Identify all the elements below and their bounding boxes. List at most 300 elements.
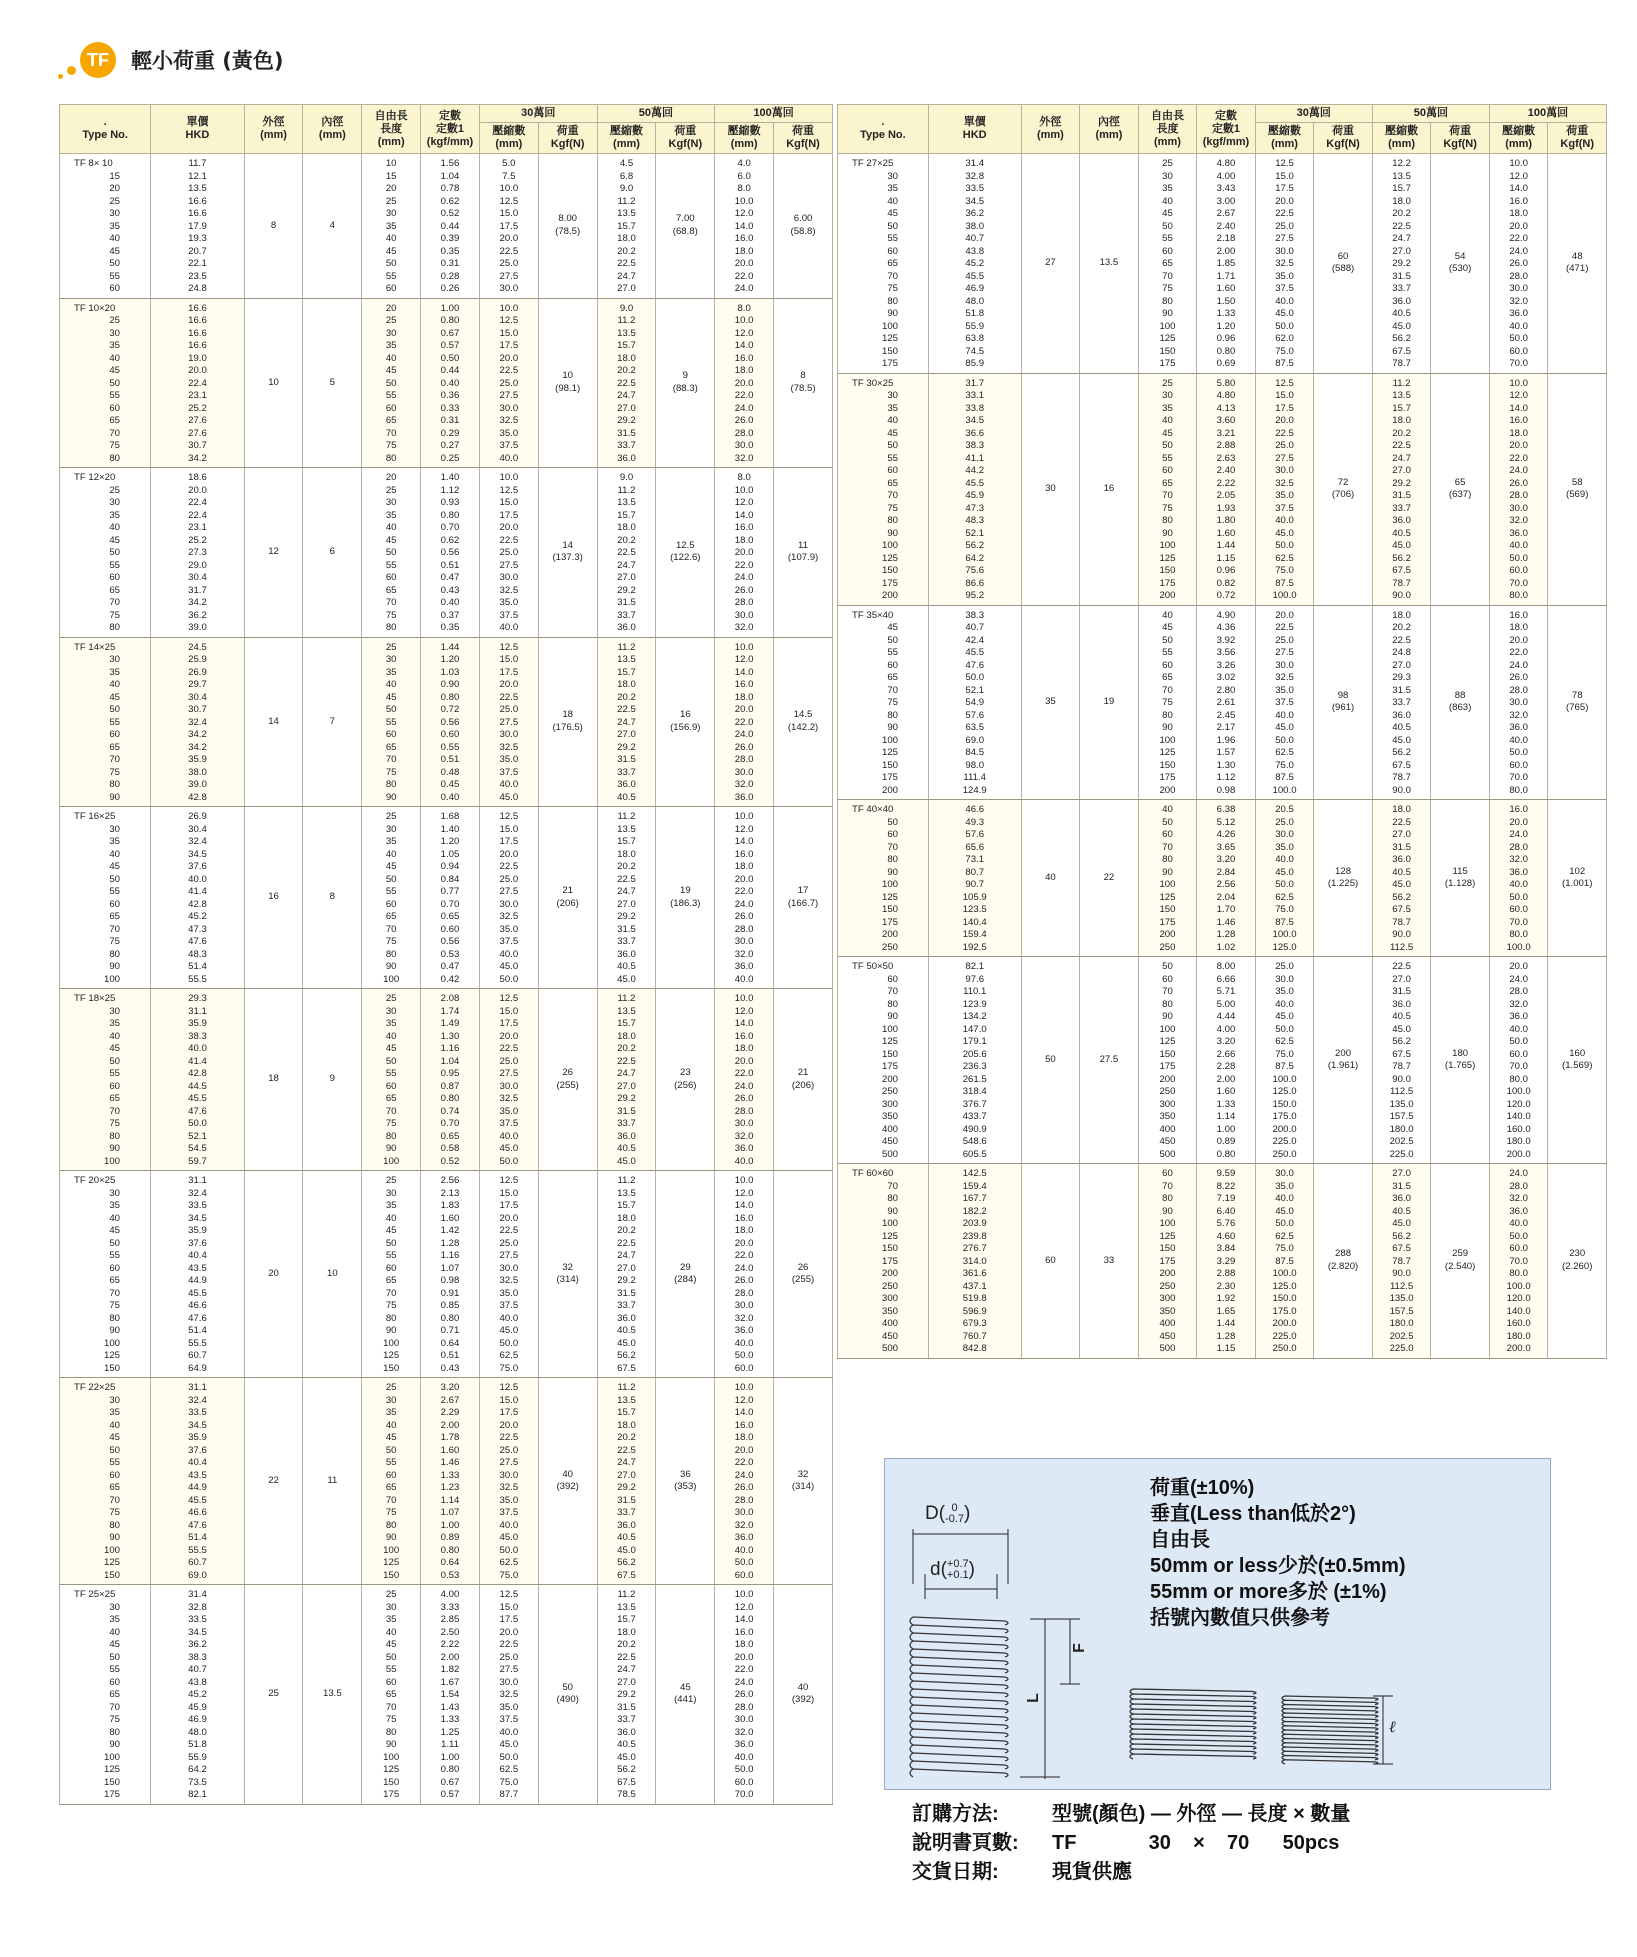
deflection-100: 28.0 (1509, 270, 1528, 282)
col-free-length (1138, 105, 1197, 154)
deflection-100: 60.0 (1509, 565, 1528, 576)
price: 205.6 (962, 1048, 987, 1060)
free-length-option: 80 (887, 515, 898, 526)
spring-constant-cell (421, 298, 480, 468)
spring-constant: 1.14 (1216, 1111, 1236, 1122)
deflection-100: 20.0 (734, 547, 754, 558)
spring-constant: 3.56 (1216, 647, 1236, 658)
deflection-30: 25.0 (499, 258, 519, 269)
spring-constant: 2.40 (1216, 220, 1236, 232)
load-30-cell (538, 807, 597, 989)
deflection-30: 15.0 (499, 208, 519, 219)
deflection-50-cell (1372, 957, 1431, 1164)
free-length: 90 (1162, 308, 1173, 319)
header-line: 荷重 (1449, 125, 1472, 137)
deflection-100: 12.0 (734, 1601, 754, 1613)
deflection-100: 8.0 (737, 302, 751, 314)
free-length: 80 (385, 1312, 397, 1324)
free-length-option: 50 (887, 440, 898, 451)
spring-constant: 1.44 (1216, 1318, 1236, 1329)
spring-constant: 1.93 (1216, 502, 1236, 514)
free-length-option: 150 (881, 1243, 898, 1254)
load-100: (78.5) (790, 382, 816, 394)
cycle-header: 100萬回 (715, 105, 833, 123)
free-length: 10 (385, 158, 397, 169)
free-length: 25 (1162, 377, 1173, 389)
price: 33.5 (965, 183, 985, 194)
price: 57.6 (965, 709, 985, 721)
deflection-100-cell (1489, 605, 1548, 800)
spring-constant: 1.71 (1216, 270, 1236, 282)
free-length: 125 (383, 1350, 400, 1361)
load-100: (471) (1566, 263, 1589, 275)
load-30: 50 (562, 1681, 573, 1693)
type-no: TF 12×20 (74, 472, 116, 483)
cycle-header: 100萬回 (1489, 105, 1606, 123)
free-length: 125 (1159, 333, 1176, 344)
free-length: 100 (383, 1751, 400, 1763)
spring-constant: 0.62 (440, 195, 460, 207)
free-length: 125 (1159, 747, 1176, 758)
spring-constant: 1.15 (1216, 1343, 1236, 1354)
deflection-100: 20.0 (734, 1237, 754, 1249)
deflection-50: 36.0 (1392, 515, 1411, 526)
free-length: 60 (385, 402, 397, 414)
price: 49.3 (965, 816, 985, 828)
hkd-label: HKD (962, 129, 987, 141)
deflection-100-cell (715, 154, 774, 299)
deflection-100: 60.0 (1509, 1243, 1528, 1254)
logo-dot-medium (67, 66, 76, 75)
free-length: 175 (1159, 1255, 1176, 1267)
spring-coil-compressed (1130, 1694, 1256, 1699)
free-length: 25 (385, 195, 397, 207)
deflection-30: 20.0 (1275, 415, 1294, 426)
load-50: 19 (679, 885, 691, 896)
type-no: TF 16×25 (74, 811, 116, 822)
free-length: 75 (385, 1507, 397, 1518)
deflection-100: 12.0 (734, 327, 754, 339)
deflection-100: 30.0 (734, 609, 754, 621)
deflection-30: 7.5 (502, 170, 516, 182)
free-length-option: 45 (887, 208, 898, 219)
inner-diameter-cell (303, 298, 362, 468)
free-length-option: 50 (109, 1237, 120, 1249)
outer-diameter: 35 (1045, 696, 1056, 707)
deflection-30: 27.5 (1275, 452, 1294, 464)
header-line: 荷重 (556, 125, 579, 137)
deflection-50: 18.0 (617, 848, 636, 860)
deflection-30: 100.0 (1272, 1073, 1297, 1085)
deflection-30: 32.5 (499, 1689, 519, 1700)
deflection-50: 36.0 (1392, 1193, 1411, 1204)
price: 142.5 (962, 1168, 987, 1179)
price: 27.6 (188, 427, 207, 439)
spring-coil-solid (1282, 1760, 1378, 1764)
free-length-option: 80 (887, 709, 898, 721)
free-length: 150 (383, 1569, 400, 1581)
deflection-30: 50.0 (499, 973, 519, 985)
deflection-30: 40.0 (1275, 295, 1294, 307)
deflection-30: 225.0 (1272, 1136, 1297, 1147)
deflection-50: 40.5 (617, 1325, 636, 1336)
spring-constant: 2.61 (1216, 697, 1236, 708)
deflection-30: 25.0 (1275, 961, 1294, 972)
free-length: 45 (385, 365, 397, 376)
price: 38.3 (188, 1030, 207, 1042)
deflection-50: 22.5 (617, 1651, 636, 1663)
price-cell (151, 468, 244, 638)
deflection-100-cell (715, 1378, 774, 1585)
deflection-30: 22.5 (499, 365, 519, 376)
spring-constant-cell (421, 154, 480, 299)
free-length-option: 90 (887, 1205, 898, 1217)
inner-diameter-cell (1080, 1164, 1139, 1359)
deflection-100: 22.0 (734, 390, 754, 401)
free-length-option: 75 (109, 1714, 120, 1725)
free-length-option: 70 (109, 597, 120, 608)
spring-constant: 0.78 (440, 183, 460, 194)
deflection-30: 17.5 (499, 509, 519, 521)
free-length-option: 175 (881, 577, 898, 589)
free-length-option: 80 (887, 854, 898, 865)
deflection-100: 28.0 (734, 1701, 754, 1713)
spring-group-row (60, 298, 833, 468)
free-length: 25 (385, 811, 397, 822)
deflection-30: 37.5 (1275, 502, 1294, 514)
deflection-100: 18.0 (734, 1639, 754, 1650)
deflection-30: 20.0 (499, 352, 519, 364)
deflection-100: 36.0 (734, 1143, 754, 1154)
deflection-30: 40.0 (499, 1519, 519, 1531)
spring-constant: 2.28 (1216, 1061, 1236, 1072)
price: 239.8 (962, 1230, 987, 1242)
deflection-100: 18.0 (734, 534, 754, 546)
deflection-30: 35.0 (1275, 490, 1294, 501)
price: 82.1 (965, 961, 985, 972)
price: 40.4 (188, 1457, 207, 1468)
deflection-50: 36.0 (617, 779, 636, 790)
price: 27.6 (188, 415, 207, 426)
free-length-option: 45 (109, 534, 120, 546)
deflection-30: 25.0 (1275, 816, 1294, 828)
spring-coil-solid (1282, 1739, 1378, 1743)
deflection-100: 20.0 (734, 258, 754, 269)
price: 42.8 (188, 898, 207, 910)
deflection-30: 30.0 (1275, 465, 1294, 476)
note-line: 垂直(Less than低於2°) (1150, 1503, 1356, 1525)
price: 203.9 (962, 1218, 987, 1229)
deflection-100: 100.0 (1506, 941, 1531, 953)
deflection-30: 225.0 (1272, 1330, 1297, 1342)
deflection-50: 15.7 (617, 836, 636, 847)
price: 69.0 (965, 734, 985, 746)
type-no: TF 35×40 (852, 609, 894, 621)
deflection-30: 17.5 (499, 666, 519, 678)
type-no: TF 20×25 (74, 1175, 116, 1186)
deflection-100: 24.0 (734, 283, 754, 294)
spring-constant: 1.28 (1216, 929, 1236, 940)
price: 490.9 (962, 1123, 987, 1135)
spring-constant-cell (1197, 1164, 1256, 1359)
spring-constant: 0.80 (440, 1764, 460, 1775)
free-length-option: 90 (887, 1011, 898, 1022)
deflection-100-cell (1489, 957, 1548, 1164)
spring-coil-solid (1282, 1709, 1378, 1713)
free-length: 200 (1159, 1268, 1176, 1279)
free-length-option: 45 (109, 1043, 120, 1054)
deflection-100: 14.0 (734, 220, 754, 232)
deflection-100: 24.0 (734, 1676, 754, 1688)
deflection-30: 27.5 (499, 390, 519, 401)
deflection-30: 20.0 (499, 522, 519, 533)
deflection-50-cell (597, 637, 656, 807)
deflection-50: 31.5 (617, 1494, 636, 1506)
price: 437.1 (962, 1280, 987, 1292)
deflection-30: 22.5 (499, 691, 519, 703)
deflection-100: 24.0 (1509, 829, 1528, 840)
deflection-30: 22.5 (1275, 622, 1294, 633)
price: 34.5 (188, 848, 207, 860)
spring-constant: 9.59 (1216, 1168, 1236, 1179)
deflection-50: 24.7 (617, 559, 636, 571)
free-length: 60 (1162, 973, 1173, 985)
inner-diameter-cell (1080, 957, 1139, 1164)
spring-constant: 3.00 (1216, 195, 1236, 207)
deflection-100: 20.0 (734, 1651, 754, 1663)
free-length-option: 90 (109, 1532, 120, 1543)
load-30: 21 (562, 885, 573, 896)
deflection-30: 35.0 (499, 923, 519, 935)
deflection-50: 24.8 (1392, 647, 1411, 658)
deflection-100: 50.0 (734, 1557, 754, 1568)
deflection-30: 25.0 (499, 873, 519, 885)
price: 30.7 (188, 440, 207, 451)
free-length-option: 100 (881, 320, 898, 332)
spring-constant: 1.20 (1216, 320, 1236, 332)
deflection-30: 50.0 (499, 1544, 519, 1556)
spring-constant: 4.36 (1216, 622, 1236, 633)
load-50: 45 (679, 1681, 691, 1693)
deflection-30-cell (1255, 605, 1314, 800)
free-length-option: 60 (887, 829, 898, 840)
deflection-100: 22.0 (734, 270, 754, 282)
free-length: 60 (1162, 659, 1173, 671)
deflection-50: 45.0 (617, 1544, 636, 1556)
deflection-50: 67.5 (1392, 904, 1411, 915)
free-length: 45 (385, 1043, 397, 1054)
spring-coil-solid (1282, 1700, 1378, 1704)
deflection-50: 22.5 (617, 258, 636, 269)
load-30-cell (1314, 605, 1373, 800)
deflection-30: 100.0 (1272, 929, 1297, 940)
spring-constant: 2.88 (1216, 1268, 1236, 1279)
inner-diameter-cell (303, 1585, 362, 1805)
deflection-30: 22.5 (1275, 427, 1294, 439)
mm-label: (mm) (260, 129, 287, 141)
mm-label: (mm) (1154, 135, 1181, 148)
free-length: 100 (1159, 1218, 1176, 1229)
load-50: 54 (1454, 250, 1466, 262)
free-length: 60 (1162, 1168, 1173, 1179)
deflection-100: 24.0 (1509, 659, 1528, 671)
price: 44.9 (188, 1275, 207, 1286)
load-30: 128 (1335, 865, 1352, 877)
deflection-100: 16.0 (734, 352, 754, 364)
deflection-30: 22.5 (499, 245, 519, 257)
free-length-option: 80 (109, 1726, 120, 1738)
deflection-30: 75.0 (1275, 565, 1294, 576)
spring-constant: 1.80 (1216, 515, 1236, 526)
deflection-100: 26.0 (734, 1689, 754, 1700)
load-100: 230 (1569, 1248, 1586, 1260)
deflection-50: 15.7 (617, 340, 636, 351)
free-length: 65 (385, 584, 397, 596)
deflection-30: 62.0 (1275, 333, 1294, 344)
price: 55.5 (188, 1337, 207, 1349)
deflection-50: 11.2 (617, 993, 636, 1004)
price-cell (928, 373, 1021, 605)
free-length-option: 100 (881, 1023, 898, 1035)
price: 36.2 (965, 208, 985, 219)
spring-group-row (838, 154, 1607, 374)
spring-coil-solid (1282, 1734, 1378, 1738)
deflection-100: 28.0 (734, 754, 754, 765)
deflection-100: 36.0 (1509, 308, 1528, 319)
deflection-header (479, 123, 538, 154)
spring-constant: 0.40 (440, 597, 460, 608)
deflection-50: 22.5 (617, 1237, 636, 1249)
deflection-100: 16.0 (1509, 195, 1528, 207)
spring-constant: 0.82 (1216, 577, 1236, 589)
spring-constant: 0.98 (440, 1275, 460, 1286)
price: 519.8 (962, 1293, 987, 1304)
d-inner-dimension (930, 1559, 975, 1581)
type-no: TF 8× 10 (74, 158, 113, 169)
price: 38.0 (188, 766, 207, 778)
deflection-50: 36.0 (617, 1130, 636, 1142)
price: 16.6 (188, 327, 207, 339)
deflection-30: 5.0 (502, 158, 516, 169)
deflection-30: 15.0 (1275, 390, 1294, 401)
deflection-100-cell (1489, 800, 1548, 957)
spring-constant: 0.53 (440, 948, 460, 960)
load-100-cell (1548, 373, 1607, 605)
free-length-option: 35 (109, 1018, 120, 1029)
free-length-option: 125 (881, 552, 898, 564)
spring-coil-solid (1282, 1730, 1378, 1734)
deflection-100: 12.0 (734, 1005, 754, 1017)
note-line: 荷重(±10%) (1150, 1477, 1255, 1499)
deflection-50: 45.0 (617, 973, 636, 985)
deflection-50: 40.5 (1392, 1205, 1411, 1217)
col-type-no (838, 105, 929, 154)
price: 22.4 (188, 497, 207, 508)
load-50-cell (656, 637, 715, 807)
deflection-100: 14.0 (734, 836, 754, 847)
deflection-50: 31.5 (617, 597, 636, 608)
deflection-100: 20.0 (734, 1055, 754, 1067)
deflection-30: 20.0 (499, 1212, 519, 1224)
deflection-100: 24.0 (734, 1080, 754, 1092)
spring-constant-cell (421, 1378, 480, 1585)
delivery-date-value: 現貨供應 (1052, 1861, 1132, 1883)
deflection-100: 10.0 (1509, 377, 1528, 389)
price: 16.6 (188, 340, 207, 351)
deflection-100: 10.0 (734, 195, 754, 207)
free-length: 80 (385, 452, 397, 464)
free-length-option: 60 (109, 1676, 120, 1688)
deflection-30: 37.5 (1275, 697, 1294, 708)
cycle-header: 50萬回 (597, 105, 715, 123)
price: 32.4 (188, 716, 207, 728)
free-length-option: 30 (109, 823, 120, 835)
free-length: 75 (385, 1714, 397, 1725)
free-length: 65 (1162, 672, 1173, 683)
free-length-option: 350 (881, 1305, 898, 1317)
spring-constant: 1.00 (440, 302, 460, 314)
free-length: 20 (385, 472, 397, 483)
spring-constant: 6.40 (1216, 1205, 1236, 1217)
deflection-100: 70.0 (1509, 772, 1528, 783)
deflection-50-cell (1372, 373, 1431, 605)
deflection-30: 40.0 (1275, 709, 1294, 721)
spring-coil-free (910, 1689, 1008, 1697)
spring-group-row (60, 468, 833, 638)
spring-constant: 0.45 (440, 779, 460, 790)
spring-constant: 3.20 (1216, 1036, 1236, 1047)
free-length-option: 125 (881, 747, 898, 758)
spring-constant: 0.50 (440, 352, 460, 364)
load-50-cell (656, 1378, 715, 1585)
price: 47.6 (188, 1312, 207, 1324)
spring-group-row (60, 1378, 833, 1585)
deflection-30: 40.0 (1275, 854, 1294, 865)
load-100: (142.2) (787, 721, 819, 733)
deflection-50: 20.2 (617, 1043, 636, 1054)
outer-diameter-cell (244, 154, 303, 299)
spring-coil-solid (1282, 1751, 1378, 1755)
price: 134.2 (962, 1011, 987, 1022)
price-cell (151, 807, 244, 989)
free-length: 175 (383, 1789, 400, 1800)
spring-constant: 1.60 (1216, 527, 1236, 539)
free-length-cell (362, 468, 421, 638)
load-100-cell (774, 989, 833, 1171)
free-length-option: 65 (109, 741, 120, 753)
free-length-option: 400 (881, 1123, 898, 1135)
free-length: 45 (385, 1432, 397, 1443)
deflection-30: 45.0 (1275, 1205, 1294, 1217)
free-length-option: 40 (109, 1030, 120, 1042)
spring-coil-solid (1282, 1747, 1378, 1751)
inner-diameter: 10 (327, 1267, 338, 1279)
free-length-option: 30 (109, 1601, 120, 1613)
free-length-option: 45 (109, 245, 120, 257)
price: 75.6 (965, 565, 985, 576)
free-length-option: 55 (109, 1250, 120, 1261)
free-length: 40 (385, 848, 397, 860)
deflection-30: 62.5 (499, 1350, 519, 1361)
load-100-cell (774, 298, 833, 468)
load-50: 16 (679, 709, 691, 721)
deflection-100: 60.0 (734, 1569, 754, 1581)
price: 47.3 (188, 923, 207, 935)
deflection-30: 12.5 (1275, 158, 1294, 169)
deflection-30: 32.5 (499, 1275, 519, 1286)
deflection-50: 90.0 (1392, 1268, 1411, 1279)
deflection-50: 29.2 (1392, 258, 1411, 269)
